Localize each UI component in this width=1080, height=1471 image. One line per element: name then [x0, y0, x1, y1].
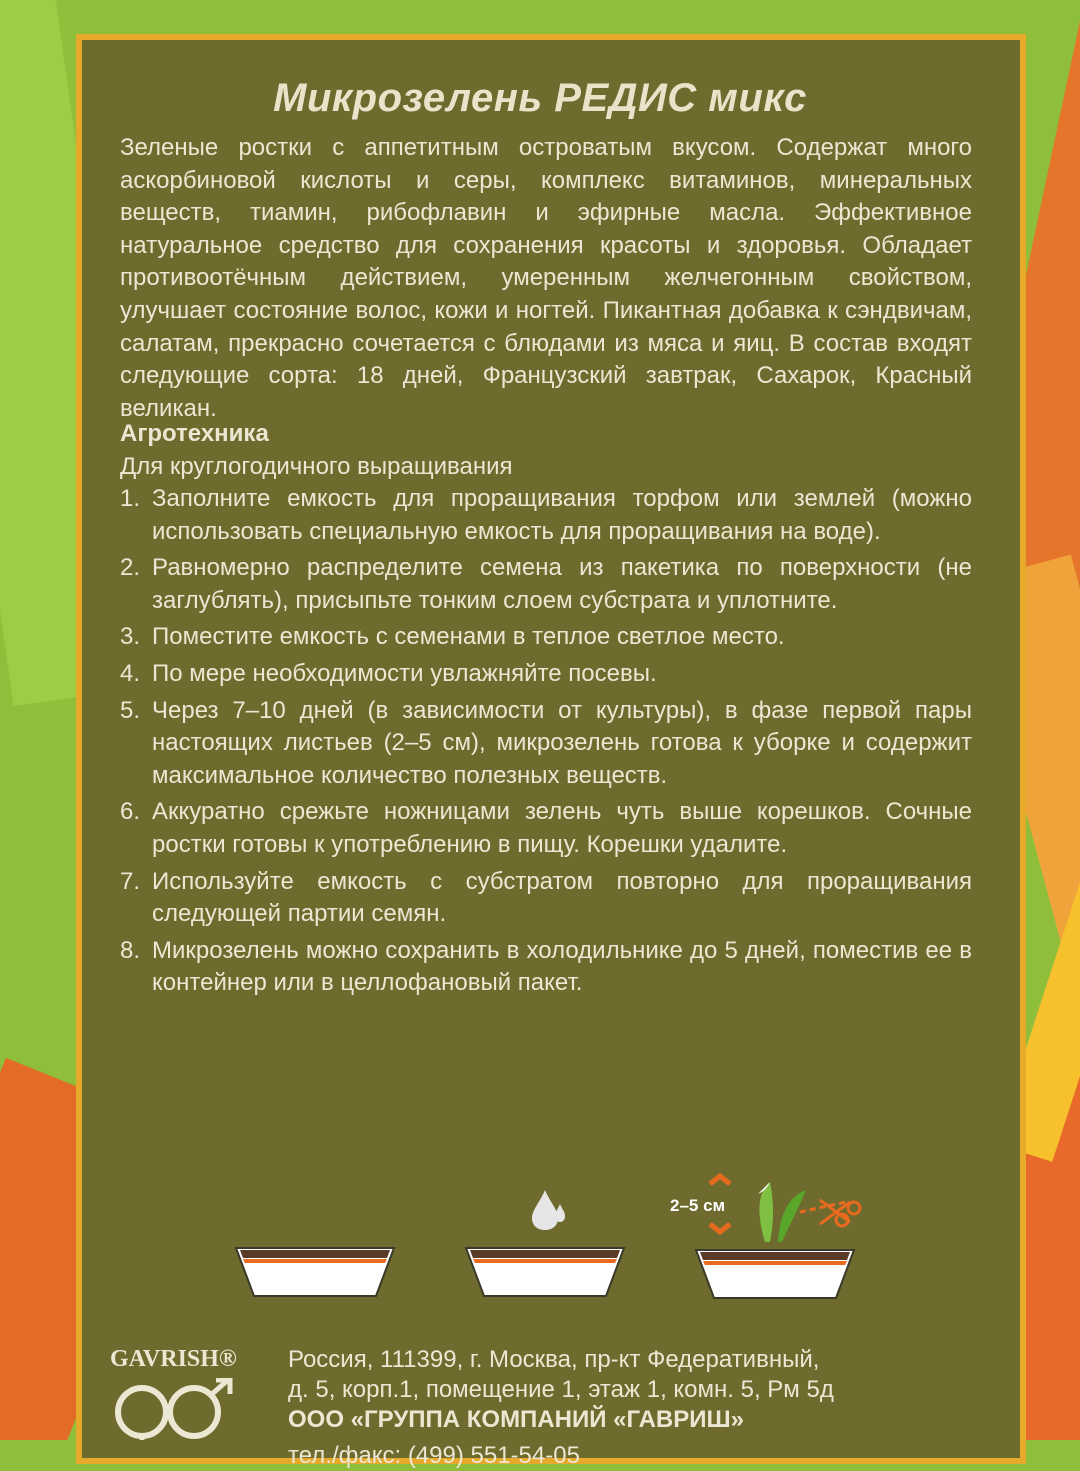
description-paragraph: Зеленые ростки с аппетитным островатым вкусом. Содержат много аскорбиновой кислоты и серы, комплекс витаминов, минеральных веществ, тиамин, рибофлавин и эфирные масла. Эффективное натуральное средство для сохранения красоты и здоровья. Обладает противоотёчным действием, умеренным желчегонным свойством, улучшает состояние волос, кожи и ногтей. Пикантная добавка к сэндвичам, салатам, прекрасно сочетается с блюдами из мяса и яиц. В состав входят следующие сорта: 18 дней, Французский завтрак, Сахарок, Красный великан. — [120, 134, 972, 422]
step-item — [120, 552, 972, 617]
company-name: ООО «ГРУППА КОМПАНИЙ «ГАВРИШ» — [288, 1406, 744, 1433]
product-description — [120, 132, 972, 425]
brand-name: GAVRISH® — [110, 1346, 237, 1372]
step-number: 5. — [120, 696, 141, 724]
step-item — [120, 796, 972, 861]
step-text: Через 7–10 дней (в зависимости от культуры), в фазе первой пары настоящих листьев (2–5 см), микрозелень готова к уборке и содержит максимальное количество полезных веществ. — [152, 696, 972, 789]
agro-subheading: Для круглогодичного выращивания — [120, 453, 513, 480]
step-item — [120, 866, 972, 931]
step-item — [120, 658, 972, 691]
step-item — [120, 935, 972, 1000]
step-text: Микрозелень можно сохранить в холодильнике до 5 дней, поместив ее в контейнер или в целлофановый пакет. — [152, 936, 972, 997]
step-text: Поместите емкость с семенами в теплое светлое место. — [152, 623, 785, 651]
step-number: 7. — [120, 867, 141, 895]
step-text: Используйте емкость с субстратом повторно для проращивания следующей партии семян. — [152, 867, 972, 928]
step-number: 3. — [120, 623, 141, 651]
step-text: Аккуратно срежьте ножницами зелень чуть выше корешков. Сочные ростки готовы к употреблению в пищу. Корешки удалите. — [152, 798, 972, 858]
address-line-2: д. 5, корп.1, помещение 1, этаж 1, комн. 5, Рм 5д — [288, 1376, 834, 1403]
step-number: 4. — [120, 659, 141, 687]
step-item — [120, 695, 972, 793]
step-number: 2. — [120, 554, 141, 582]
bowl-with-soil-icon — [230, 1240, 400, 1302]
step-item — [120, 483, 972, 548]
gavrish-logo-icon — [108, 1378, 238, 1440]
phone: тел./факс: (499) 551-54-05 — [288, 1442, 580, 1469]
product-title: Микрозелень РЕДИС микс — [273, 76, 807, 120]
height-label: 2–5 см — [670, 1196, 726, 1215]
step-text: Равномерно распределите семена из пакетика по поверхности (не заглублять), присыпьте тонким слоем субстрата и уплотните. — [152, 554, 972, 614]
footer-contact — [288, 1345, 988, 1471]
address-line-1: Россия, 111399, г. Москва, пр-кт Федеративный, — [288, 1346, 820, 1373]
harvest-bowl-icon — [670, 1172, 870, 1312]
step-text: Заполните емкость для проращивания торфом или землей (можно использовать специальную емкость для проращивания на воде). — [152, 485, 972, 545]
step-item — [120, 621, 972, 654]
step-number: 6. — [120, 798, 141, 826]
agro-heading: Агротехника — [120, 420, 269, 447]
step-number: 8. — [120, 936, 141, 964]
step-text: По мере необходимости увлажняйте посевы. — [152, 659, 657, 687]
step-number: 1. — [120, 485, 141, 512]
bowl-with-water-drops-icon — [460, 1190, 630, 1302]
steps-list — [120, 483, 972, 1004]
bowl-with-sprouts-illustration — [670, 1172, 870, 1312]
